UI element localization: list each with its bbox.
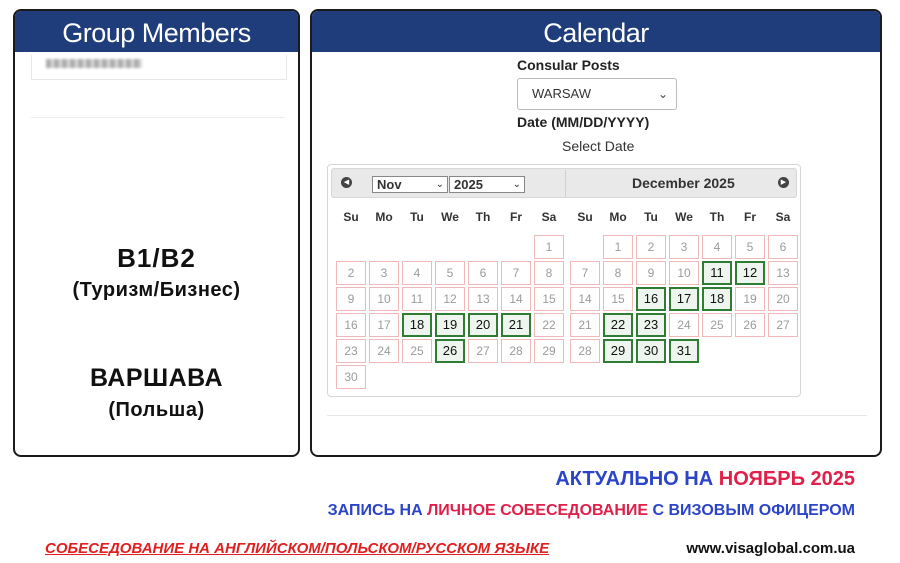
month-select-value: Nov xyxy=(377,177,402,192)
appointment-caption xyxy=(328,502,855,520)
day-unavailable: 22 xyxy=(534,313,564,337)
blurred-member-name xyxy=(46,59,142,68)
calendar-title: Calendar xyxy=(312,11,880,52)
day-unavailable: 27 xyxy=(468,339,498,363)
day-available[interactable]: 26 xyxy=(435,339,465,363)
group-members-title: Group Members xyxy=(15,11,298,52)
day-unavailable: 6 xyxy=(468,261,498,285)
chevron-down-icon: ⌄ xyxy=(512,179,521,190)
day-unavailable: 7 xyxy=(570,261,600,285)
day-unavailable: 13 xyxy=(768,261,798,285)
city-label: ВАРШАВА xyxy=(89,364,224,392)
day-unavailable: 4 xyxy=(402,261,432,285)
day-unavailable: 2 xyxy=(636,235,666,259)
language-caption: СОБЕСЕДОВАНИЕ НА АНГЛИЙСКОМ/ПОЛЬСКОМ/РУССКОМ ЯЗЫКЕ xyxy=(45,540,550,557)
day-unavailable: 20 xyxy=(768,287,798,311)
caption-highlight: ЛИЧНОЕ СОБЕСЕДОВАНИЕ xyxy=(427,502,649,519)
day-unavailable: 9 xyxy=(336,287,366,311)
day-unavailable: 21 xyxy=(570,313,600,337)
day-unavailable: 25 xyxy=(402,339,432,363)
prev-month-icon[interactable]: ◀ xyxy=(341,177,352,188)
visa-type-description: (Туризм/Бизнес) xyxy=(72,279,241,301)
weekday-header: Tu xyxy=(410,210,424,224)
day-available[interactable]: 21 xyxy=(501,313,531,337)
caption-text: С ВИЗОВЫМ ОФИЦЕРОМ xyxy=(648,502,855,519)
divider xyxy=(327,415,867,416)
caption-text: ЗАПИСЬ НА xyxy=(327,502,428,519)
day-unavailable: 14 xyxy=(501,287,531,311)
day-unavailable: 30 xyxy=(336,365,366,389)
day-unavailable: 24 xyxy=(369,339,399,363)
next-month-icon[interactable]: ▶ xyxy=(778,177,789,188)
day-unavailable: 28 xyxy=(501,339,531,363)
divider xyxy=(31,117,285,118)
day-available[interactable]: 29 xyxy=(603,339,633,363)
day-available[interactable]: 16 xyxy=(636,287,666,311)
day-unavailable: 13 xyxy=(468,287,498,311)
day-unavailable: 4 xyxy=(702,235,732,259)
day-unavailable: 15 xyxy=(534,287,564,311)
relevance-caption xyxy=(555,468,855,491)
day-unavailable: 1 xyxy=(603,235,633,259)
visa-type-label: B1/B2 xyxy=(117,243,196,273)
weekday-header: Tu xyxy=(644,210,658,224)
year-select[interactable] xyxy=(449,176,525,193)
day-available[interactable]: 20 xyxy=(468,313,498,337)
day-unavailable: 17 xyxy=(369,313,399,337)
day-available[interactable]: 22 xyxy=(603,313,633,337)
day-unavailable: 14 xyxy=(570,287,600,311)
day-unavailable: 5 xyxy=(735,235,765,259)
day-available[interactable]: 19 xyxy=(435,313,465,337)
second-month-title: December 2025 xyxy=(632,175,735,191)
weekday-header: Fr xyxy=(744,210,756,224)
day-unavailable: 10 xyxy=(369,287,399,311)
calendar-panel xyxy=(310,9,882,457)
day-unavailable: 10 xyxy=(669,261,699,285)
weekday-header: Sa xyxy=(775,210,791,224)
day-unavailable: 15 xyxy=(603,287,633,311)
day-unavailable: 2 xyxy=(336,261,366,285)
datepicker xyxy=(327,164,801,397)
weekday-header: Th xyxy=(475,210,491,224)
website-link[interactable]: www.visaglobal.com.ua xyxy=(686,540,855,557)
day-unavailable: 7 xyxy=(501,261,531,285)
consular-posts-label: Consular Posts xyxy=(517,57,620,73)
chevron-down-icon: ⌄ xyxy=(435,179,444,190)
weekday-header: Fr xyxy=(510,210,522,224)
datepicker-header xyxy=(331,168,797,198)
day-unavailable: 24 xyxy=(669,313,699,337)
caption-text: АКТУАЛЬНО НА xyxy=(555,468,719,490)
consular-post-value: WARSAW xyxy=(532,86,591,101)
day-unavailable: 1 xyxy=(534,235,564,259)
header-separator xyxy=(565,170,566,197)
day-unavailable: 11 xyxy=(402,287,432,311)
day-unavailable: 23 xyxy=(336,339,366,363)
day-available[interactable]: 30 xyxy=(636,339,666,363)
consular-post-select[interactable] xyxy=(517,78,677,110)
select-date-field[interactable]: Select Date xyxy=(562,138,635,154)
date-label: Date (MM/DD/YYYY) xyxy=(517,114,650,130)
caption-highlight: НОЯБРЬ 2025 xyxy=(718,468,855,490)
chevron-down-icon: ⌄ xyxy=(657,87,668,101)
day-unavailable: 19 xyxy=(735,287,765,311)
day-unavailable: 28 xyxy=(570,339,600,363)
group-members-panel xyxy=(13,9,300,457)
country-label: (Польша) xyxy=(108,399,205,421)
day-unavailable: 12 xyxy=(435,287,465,311)
weekday-header: We xyxy=(675,210,693,224)
weekday-header: Sa xyxy=(541,210,557,224)
day-unavailable: 8 xyxy=(603,261,633,285)
day-unavailable: 29 xyxy=(534,339,564,363)
day-available[interactable]: 18 xyxy=(402,313,432,337)
day-unavailable: 5 xyxy=(435,261,465,285)
day-available[interactable]: 31 xyxy=(669,339,699,363)
month-select[interactable] xyxy=(372,176,448,193)
day-unavailable: 25 xyxy=(702,313,732,337)
day-available[interactable]: 23 xyxy=(636,313,666,337)
day-available[interactable]: 11 xyxy=(702,261,732,285)
day-unavailable: 9 xyxy=(636,261,666,285)
day-unavailable: 27 xyxy=(768,313,798,337)
year-select-value: 2025 xyxy=(454,177,483,192)
weekday-header: Mo xyxy=(609,210,627,224)
weekday-header: Mo xyxy=(375,210,393,224)
day-unavailable: 8 xyxy=(534,261,564,285)
weekday-header: Su xyxy=(577,210,593,224)
weekday-header: Th xyxy=(709,210,725,224)
day-unavailable: 26 xyxy=(735,313,765,337)
day-available[interactable]: 17 xyxy=(669,287,699,311)
day-unavailable: 6 xyxy=(768,235,798,259)
weekday-header: We xyxy=(441,210,459,224)
day-unavailable: 3 xyxy=(669,235,699,259)
group-member-entry[interactable] xyxy=(31,55,287,80)
day-available[interactable]: 12 xyxy=(735,261,765,285)
day-unavailable: 16 xyxy=(336,313,366,337)
day-unavailable: 3 xyxy=(369,261,399,285)
day-available[interactable]: 18 xyxy=(702,287,732,311)
weekday-header: Su xyxy=(343,210,359,224)
